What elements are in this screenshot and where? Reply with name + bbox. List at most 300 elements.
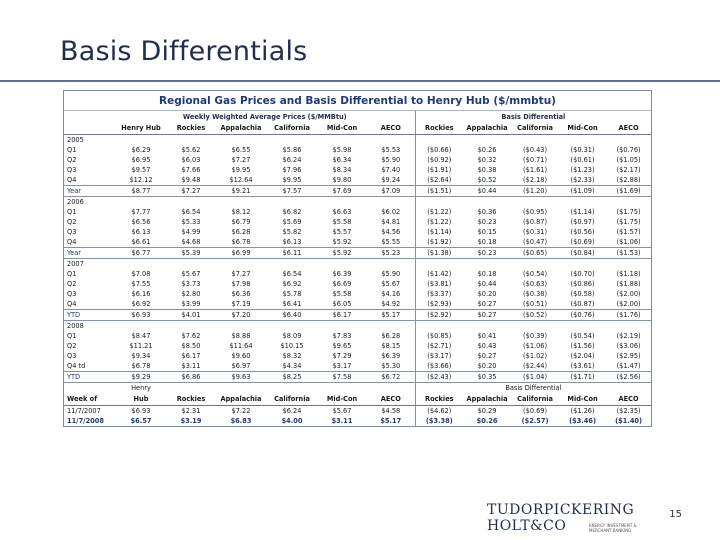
value-cell: $6.17	[317, 310, 367, 321]
blank-cell	[415, 259, 651, 270]
value-cell: $5.39	[167, 248, 215, 259]
row-label: Q3	[67, 166, 77, 174]
value-cell: $5.69	[282, 218, 302, 226]
value-cell: ($1.18)	[616, 270, 641, 278]
value-cell: ($0.86)	[570, 280, 595, 288]
value-cell: $11.64	[229, 342, 253, 350]
value-cell: $6.13	[282, 238, 302, 246]
quarter-row	[64, 155, 651, 165]
value-cell: ($2.35)	[616, 407, 641, 415]
value-cell: ($2.17)	[616, 166, 641, 174]
value-cell: $2.80	[181, 290, 201, 298]
value-cell: $3.73	[181, 280, 201, 288]
column-header: Appalachia	[463, 393, 511, 406]
value-cell: $0.27	[477, 352, 497, 360]
value-cell: ($0.39)	[523, 332, 548, 340]
value-cell: $0.26	[477, 146, 497, 154]
value-cell: ($1.88)	[616, 280, 641, 288]
blank-cell	[415, 321, 651, 332]
value-cell: ($0.38)	[523, 290, 548, 298]
value-cell: $0.35	[463, 372, 511, 383]
value-cell: $5.98	[332, 146, 352, 154]
column-header: California	[511, 122, 559, 135]
value-cell: $7.69	[317, 186, 367, 197]
value-cell: $6.39	[332, 270, 352, 278]
value-cell: $6.40	[267, 310, 317, 321]
value-cell: $9.95	[282, 176, 302, 184]
value-cell: $7.57	[267, 186, 317, 197]
row-label: YTD	[64, 310, 115, 321]
value-cell: ($1.51)	[415, 186, 463, 197]
title-divider	[0, 80, 720, 82]
value-cell: $6.95	[131, 156, 151, 164]
value-cell: $2.31	[181, 407, 201, 415]
value-cell: ($1.40)	[615, 417, 643, 425]
value-cell: $7.20	[215, 310, 267, 321]
column-header: California	[511, 393, 559, 406]
value-cell: $5.86	[282, 146, 302, 154]
value-cell: $6.92	[131, 300, 151, 308]
quarter-row	[64, 331, 651, 341]
value-cell: ($2.92)	[415, 310, 463, 321]
value-cell: $0.18	[477, 270, 497, 278]
column-header: Appalachia	[215, 393, 267, 406]
price-table-container	[63, 90, 652, 427]
value-cell: $9.80	[332, 176, 352, 184]
value-cell: ($0.54)	[523, 270, 548, 278]
value-cell: ($0.63)	[523, 280, 548, 288]
year-label-row	[64, 135, 651, 146]
value-cell: $5.17	[380, 417, 402, 425]
value-cell: $8.15	[381, 342, 401, 350]
group-header-row	[64, 111, 651, 122]
value-cell: $0.15	[477, 228, 497, 236]
column-header: AECO	[367, 393, 415, 406]
column-header: Mid-Con	[317, 122, 367, 135]
value-cell: $6.54	[181, 208, 201, 216]
value-cell: $7.22	[231, 407, 251, 415]
value-cell: $0.29	[477, 407, 497, 415]
row-label: Q1	[67, 270, 77, 278]
value-cell: $4.58	[381, 407, 401, 415]
value-cell: ($0.69)	[523, 407, 548, 415]
year-label: 2006	[67, 198, 84, 206]
value-cell: $6.03	[181, 156, 201, 164]
value-cell: $6.78	[231, 238, 251, 246]
row-label: Q3	[67, 290, 77, 298]
row-label: Q3	[67, 352, 77, 360]
value-cell: ($1.09)	[559, 186, 606, 197]
value-cell: ($1.06)	[616, 238, 641, 246]
quarter-row	[64, 145, 651, 155]
value-cell: $4.56	[381, 228, 401, 236]
row-label: Year	[64, 248, 115, 259]
blank-cell	[64, 111, 115, 122]
value-cell: $6.78	[131, 362, 151, 370]
value-cell: ($0.51)	[523, 300, 548, 308]
value-cell: $5.58	[332, 218, 352, 226]
value-cell: $6.29	[131, 146, 151, 154]
value-cell: ($3.81)	[415, 279, 463, 289]
value-cell: ($2.33)	[570, 176, 595, 184]
value-cell: ($0.58)	[570, 290, 595, 298]
value-cell: $3.99	[181, 300, 201, 308]
value-cell: $5.53	[381, 146, 401, 154]
value-cell: ($0.87)	[523, 218, 548, 226]
value-cell: $6.83	[230, 417, 252, 425]
value-cell: $9.65	[332, 342, 352, 350]
weekly-group-row	[64, 383, 651, 394]
blank-cell	[64, 383, 115, 394]
value-cell: $9.63	[215, 372, 267, 383]
week-label: 11/7/2008	[67, 417, 104, 425]
value-cell: ($3.66)	[415, 361, 463, 372]
value-cell: ($1.92)	[415, 237, 463, 248]
value-cell: ($2.56)	[606, 372, 651, 383]
value-cell: $8.25	[267, 372, 317, 383]
column-header: Week of	[64, 393, 115, 406]
value-cell: $7.29	[332, 352, 352, 360]
value-cell: $9.29	[115, 372, 167, 383]
value-cell: $6.93	[131, 407, 151, 415]
value-cell: ($0.87)	[570, 300, 595, 308]
column-header-row	[64, 122, 651, 135]
value-cell: $12.64	[229, 176, 253, 184]
value-cell: ($1.06)	[523, 342, 548, 350]
value-cell: $8.09	[282, 332, 302, 340]
value-cell: $6.54	[282, 270, 302, 278]
value-cell: ($0.97)	[570, 218, 595, 226]
value-cell: $8.32	[282, 352, 302, 360]
value-cell: ($0.31)	[570, 146, 595, 154]
value-cell: $6.82	[282, 208, 302, 216]
value-cell: $11.21	[129, 342, 153, 350]
value-cell: $0.23	[463, 248, 511, 259]
value-cell: $3.11	[181, 362, 201, 370]
value-cell: $0.38	[477, 166, 497, 174]
value-cell: $6.34	[332, 156, 352, 164]
value-cell: $9.57	[131, 166, 151, 174]
blank-cell	[415, 135, 651, 146]
column-header: Rockies	[415, 122, 463, 135]
value-cell: $6.69	[332, 280, 352, 288]
value-cell: ($1.26)	[570, 407, 595, 415]
page-number: 15	[669, 509, 682, 520]
value-cell: $6.57	[130, 417, 152, 425]
value-cell: $0.23	[477, 218, 497, 226]
value-cell: ($0.66)	[415, 145, 463, 155]
value-cell: $6.79	[231, 218, 251, 226]
value-cell: ($3.38)	[415, 416, 463, 426]
value-cell: ($0.85)	[415, 331, 463, 341]
column-header: California	[267, 393, 317, 406]
row-label: Q2	[67, 342, 77, 350]
quarter-row	[64, 269, 651, 279]
henry-label: Henry	[131, 384, 151, 392]
value-cell: $0.43	[477, 342, 497, 350]
group-label-basis: Basis Differential	[415, 111, 651, 122]
value-cell: $5.23	[367, 248, 415, 259]
value-cell: $5.67	[381, 280, 401, 288]
value-cell: ($1.47)	[616, 362, 641, 370]
value-cell: ($1.57)	[616, 228, 641, 236]
value-cell: $8.50	[181, 342, 201, 350]
value-cell: ($0.61)	[570, 156, 595, 164]
row-label: Q1	[67, 208, 77, 216]
value-cell: $9.48	[181, 176, 201, 184]
value-cell: $4.99	[181, 228, 201, 236]
summary-row	[64, 248, 651, 259]
logo-line-1: TUDORPICKERING	[487, 502, 635, 518]
value-cell: ($1.56)	[570, 342, 595, 350]
value-cell: $7.27	[231, 270, 251, 278]
quarter-row	[64, 217, 651, 227]
value-cell: $0.41	[477, 332, 497, 340]
value-cell: $6.24	[282, 407, 302, 415]
value-cell: $10.15	[280, 342, 304, 350]
value-cell: $4.01	[167, 310, 215, 321]
value-cell: ($1.61)	[523, 166, 548, 174]
value-cell: $6.02	[381, 208, 401, 216]
price-table	[64, 111, 651, 426]
value-cell: $7.83	[332, 332, 352, 340]
value-cell: $0.32	[477, 156, 497, 164]
quarter-row	[64, 351, 651, 361]
value-cell: $4.34	[282, 362, 302, 370]
value-cell: $5.57	[332, 228, 352, 236]
value-cell: $5.55	[381, 238, 401, 246]
value-cell: ($1.23)	[570, 166, 595, 174]
value-cell: $7.40	[381, 166, 401, 174]
year-label-row	[64, 197, 651, 208]
value-cell: ($0.71)	[523, 156, 548, 164]
value-cell: ($1.14)	[570, 208, 595, 216]
row-label: Q2	[67, 156, 77, 164]
value-cell: $8.47	[131, 332, 151, 340]
value-cell: $12.12	[129, 176, 153, 184]
column-header: Rockies	[415, 393, 463, 406]
value-cell: $5.67	[332, 407, 352, 415]
row-label: Q4	[67, 238, 77, 246]
value-cell: ($0.70)	[570, 270, 595, 278]
value-cell: ($1.22)	[415, 217, 463, 227]
week-label: 11/7/2007	[67, 407, 101, 415]
value-cell: $8.12	[231, 208, 251, 216]
value-cell: $0.20	[477, 290, 497, 298]
column-header: Mid-Con	[559, 122, 606, 135]
quarter-row	[64, 341, 651, 351]
summary-row	[64, 372, 651, 383]
value-cell: $5.67	[181, 270, 201, 278]
row-label: Q4 td	[67, 362, 86, 370]
value-cell: $5.90	[381, 156, 401, 164]
quarter-row	[64, 289, 651, 299]
row-label: Q4	[67, 176, 77, 184]
quarter-row	[64, 361, 651, 372]
value-cell: $6.28	[381, 332, 401, 340]
value-cell: $7.58	[317, 372, 367, 383]
value-cell: $9.34	[131, 352, 151, 360]
value-cell: ($2.44)	[523, 362, 548, 370]
value-cell: $3.19	[180, 417, 202, 425]
value-cell: ($2.43)	[415, 372, 463, 383]
column-header: California	[267, 122, 317, 135]
value-cell: ($1.02)	[523, 352, 548, 360]
value-cell: $5.58	[332, 290, 352, 298]
value-cell: ($2.95)	[616, 352, 641, 360]
value-cell: $9.60	[231, 352, 251, 360]
value-cell: $9.24	[381, 176, 401, 184]
quarter-row	[64, 227, 651, 237]
value-cell: $7.77	[131, 208, 151, 216]
value-cell: $9.21	[215, 186, 267, 197]
value-cell: $4.16	[381, 290, 401, 298]
value-cell: ($0.43)	[523, 146, 548, 154]
value-cell: ($4.62)	[415, 406, 463, 417]
value-cell: ($0.65)	[511, 248, 559, 259]
value-cell: ($1.91)	[415, 165, 463, 175]
value-cell: ($3.06)	[616, 342, 641, 350]
value-cell: ($0.92)	[415, 155, 463, 165]
quarter-row	[64, 175, 651, 186]
value-cell: ($2.00)	[616, 300, 641, 308]
value-cell: ($3.46)	[569, 417, 596, 425]
quarter-row	[64, 237, 651, 248]
value-cell: $5.78	[282, 290, 302, 298]
value-cell: $5.90	[381, 270, 401, 278]
row-label: YTD	[64, 372, 115, 383]
value-cell: $0.18	[477, 238, 497, 246]
weekly-basis-label: Basis Differential	[415, 383, 651, 394]
value-cell: $8.77	[115, 186, 167, 197]
table-title: Regional Gas Prices and Basis Differential to Henry Hub ($/mmbtu)	[64, 91, 651, 111]
column-header: AECO	[606, 122, 651, 135]
value-cell: $5.92	[317, 248, 367, 259]
value-cell: ($2.04)	[570, 352, 595, 360]
column-header: Appalachia	[463, 122, 511, 135]
logo-tagline: ENERGY INVESTMENT & MERCHANT BANKING	[589, 523, 637, 533]
value-cell: $5.62	[181, 146, 201, 154]
column-header: Rockies	[167, 122, 215, 135]
slide-title: Basis Differentials	[60, 36, 308, 67]
value-cell: ($0.76)	[559, 310, 606, 321]
value-cell: $3.11	[331, 417, 353, 425]
quarter-row	[64, 279, 651, 289]
value-cell: $6.39	[381, 352, 401, 360]
value-cell: ($1.42)	[415, 269, 463, 279]
quarter-row	[64, 299, 651, 310]
year-label-row	[64, 259, 651, 270]
value-cell: $4.68	[181, 238, 201, 246]
value-cell: $0.20	[477, 362, 497, 370]
value-cell: ($2.18)	[523, 176, 548, 184]
value-cell: $6.77	[115, 248, 167, 259]
value-cell: $8.34	[332, 166, 352, 174]
value-cell: ($3.61)	[570, 362, 595, 370]
column-header: Appalachia	[215, 122, 267, 135]
value-cell: $9.95	[231, 166, 251, 174]
value-cell: ($1.20)	[511, 186, 559, 197]
value-cell: ($2.64)	[415, 175, 463, 186]
value-cell: $7.55	[131, 280, 151, 288]
value-cell: ($0.76)	[616, 146, 641, 154]
row-label: Year	[64, 186, 115, 197]
column-header	[64, 122, 115, 135]
group-label-prices: Weekly Weighted Average Prices ($/MMBtu)	[182, 112, 347, 121]
column-header: Mid-Con	[559, 393, 606, 406]
row-label: Q2	[67, 280, 77, 288]
value-cell: $5.33	[181, 218, 201, 226]
year-label: 2005	[67, 136, 84, 144]
value-cell: $6.99	[215, 248, 267, 259]
value-cell: $6.97	[231, 362, 251, 370]
summary-row	[64, 186, 651, 197]
year-label-row	[64, 321, 651, 332]
value-cell: ($1.75)	[616, 218, 641, 226]
value-cell: ($0.52)	[511, 310, 559, 321]
value-cell: $6.11	[267, 248, 317, 259]
value-cell: ($1.53)	[606, 248, 651, 259]
column-header: Henry Hub	[115, 122, 167, 135]
value-cell: $8.88	[231, 332, 251, 340]
value-cell: ($0.56)	[570, 228, 595, 236]
value-cell: $6.86	[167, 372, 215, 383]
blank-cell	[167, 383, 415, 394]
weekly-row	[64, 406, 651, 417]
column-header: AECO	[367, 122, 415, 135]
value-cell: $7.27	[167, 186, 215, 197]
value-cell: ($1.76)	[606, 310, 651, 321]
value-cell: $6.17	[181, 352, 201, 360]
value-cell: $7.96	[282, 166, 302, 174]
value-cell: ($0.69)	[570, 238, 595, 246]
value-cell: $6.72	[367, 372, 415, 383]
value-cell: ($1.22)	[415, 207, 463, 217]
weekly-row	[64, 416, 651, 426]
value-cell: ($2.00)	[616, 290, 641, 298]
value-cell: $0.26	[476, 417, 498, 425]
value-cell: $6.56	[131, 218, 151, 226]
value-cell: $7.98	[231, 280, 251, 288]
value-cell: $6.05	[332, 300, 352, 308]
company-logo	[487, 502, 637, 534]
value-cell: $6.24	[282, 156, 302, 164]
value-cell: ($1.04)	[511, 372, 559, 383]
value-cell: $6.93	[115, 310, 167, 321]
column-header: Hub	[115, 393, 167, 406]
value-cell: $5.17	[367, 310, 415, 321]
quarter-row	[64, 165, 651, 175]
summary-row	[64, 310, 651, 321]
column-header: Mid-Con	[317, 393, 367, 406]
value-cell: ($1.05)	[616, 156, 641, 164]
value-cell: $6.55	[231, 146, 251, 154]
value-cell: $6.36	[231, 290, 251, 298]
value-cell: $4.92	[381, 300, 401, 308]
value-cell: ($0.47)	[523, 238, 548, 246]
value-cell: ($3.17)	[415, 351, 463, 361]
value-cell: $6.41	[282, 300, 302, 308]
row-label: Q1	[67, 332, 77, 340]
value-cell: $0.52	[477, 176, 497, 184]
quarter-row	[64, 207, 651, 217]
value-cell: $5.82	[282, 228, 302, 236]
value-cell: $5.92	[332, 238, 352, 246]
row-label: Q1	[67, 146, 77, 154]
row-label: Q3	[67, 228, 77, 236]
value-cell: $4.81	[381, 218, 401, 226]
value-cell: ($2.88)	[616, 176, 641, 184]
